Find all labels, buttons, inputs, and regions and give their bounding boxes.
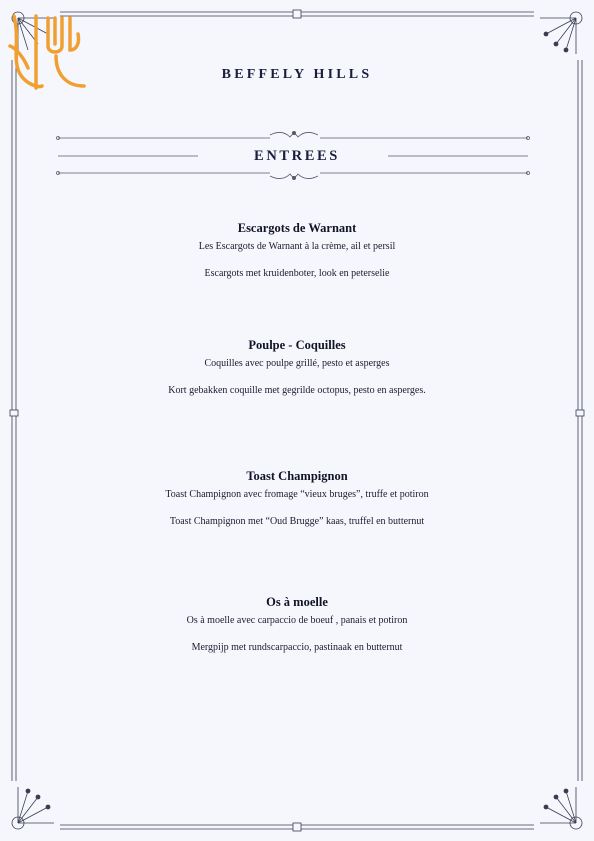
dish-item [140,338,454,398]
dish-description-fr: Coquilles avec poulpe grillé, pesto et asperges [204,358,390,369]
dish-description-fr: Les Escargots de Warnant à la crème, ail et persil [198,241,396,252]
restaurant-name: BEFFELY HILLS [221,67,373,82]
dish-name: Escargots de Warnant [237,221,357,235]
dish-name: Toast Champignon [246,469,348,483]
dish-item [140,595,454,655]
dish-name: Os à moelle [266,595,328,609]
section-title: ENTREES [254,148,340,164]
dish-name: Poulpe - Coquilles [248,338,346,352]
dish-description-nl: Kort gebakken coquille met gegrilde octopus, pesto en asperges. [168,385,426,396]
dish-description-nl: Mergpijp met rundscarpaccio, pastinaak en butternut [191,642,403,653]
corner-ornament-top-right-icon [540,12,582,54]
dish-item [140,221,454,281]
dish-item [140,469,454,529]
corner-ornament-bottom-right-icon [540,787,582,829]
dish-description-fr: Os à moelle avec carpaccio de boeuf , panais et potiron [186,615,408,626]
dish-description-fr: Toast Champignon avec fromage “vieux bruges”, truffe et potiron [165,489,429,500]
corner-ornament-bottom-left-icon [12,787,54,829]
dish-description-nl: Toast Champignon met “Oud Brugge” kaas, truffel en butternut [169,516,425,527]
dish-description-nl: Escargots met kruidenboter, look en peterselie [204,268,390,279]
